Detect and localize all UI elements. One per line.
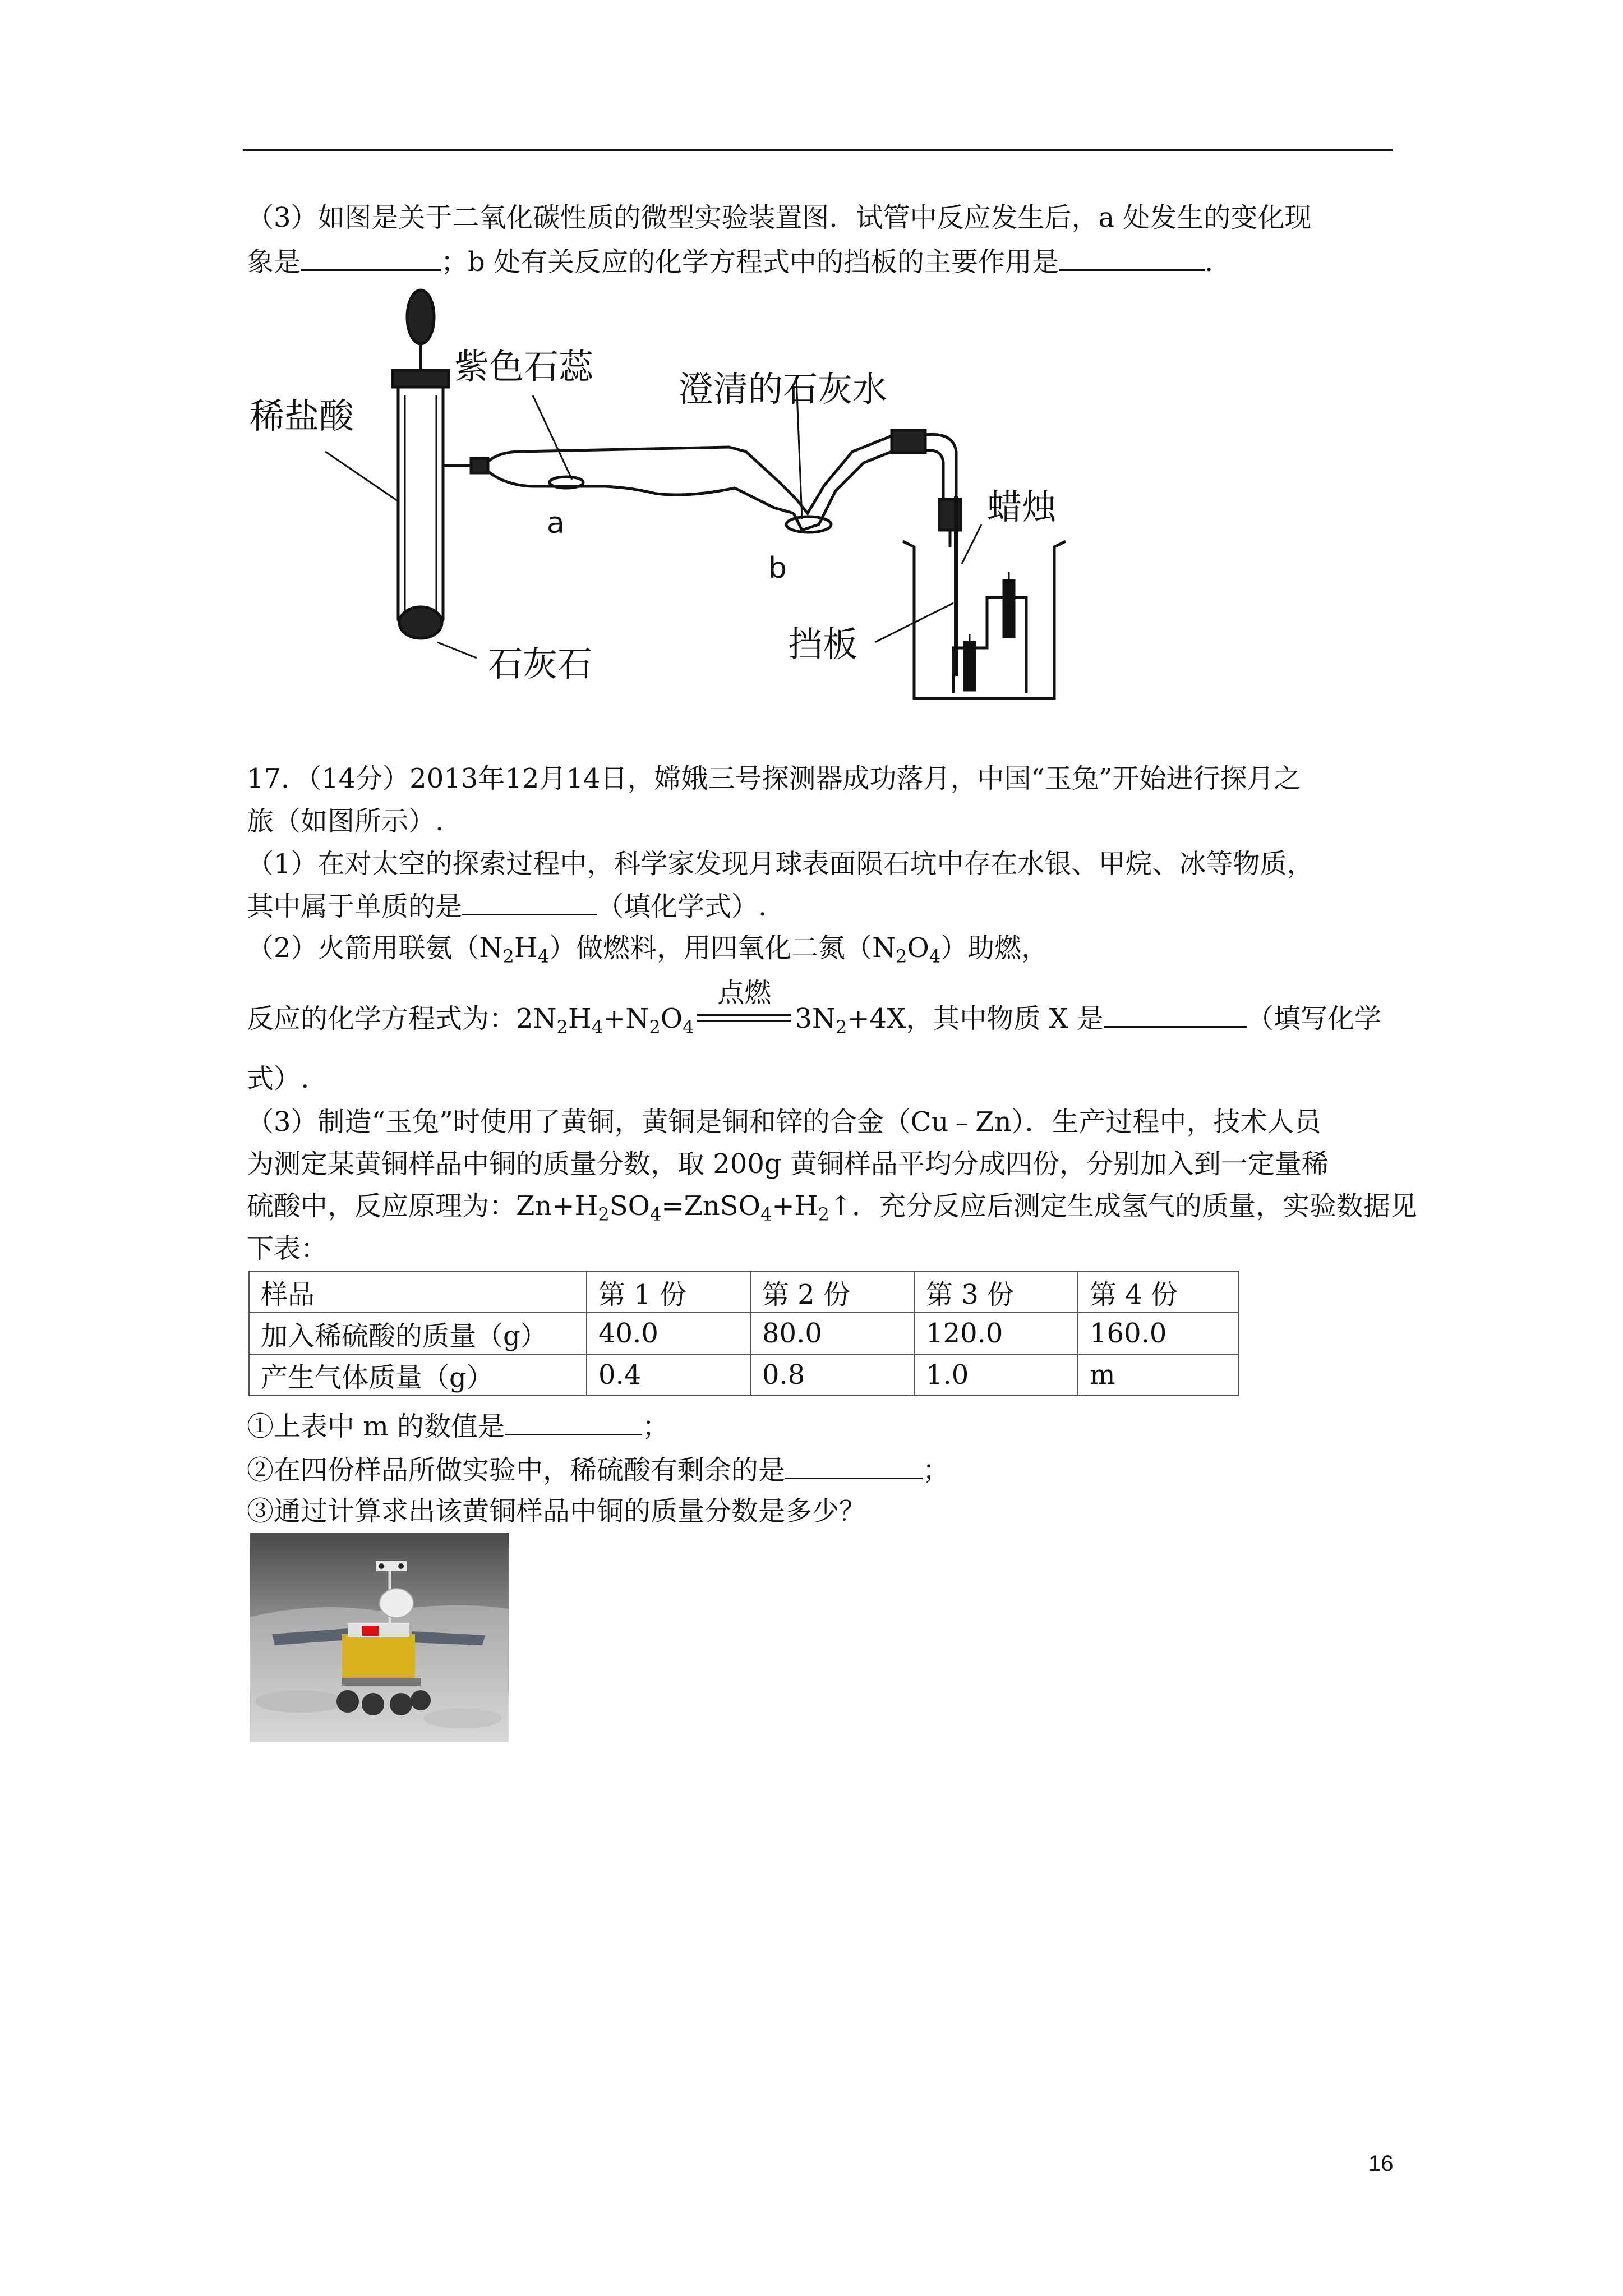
label-candle: 蜡烛 [987, 486, 1057, 527]
table-cell: 产生气体质量（g） [249, 1354, 587, 1396]
label-clear-limewater: 澄清的石灰水 [679, 369, 888, 409]
table-cell: 样品 [249, 1271, 587, 1313]
text: （填写化学 [1246, 1003, 1381, 1034]
q17-intro-line1: 17．（14分）2013年12月14日，嫦娥三号探测器成功落月，中国“玉兔”开始进行探月之 [247, 763, 1301, 794]
text: SO [609, 1190, 650, 1222]
text: =ZnSO [661, 1190, 761, 1222]
label-baffle: 挡板 [788, 624, 858, 665]
subscript: 2 [818, 1204, 829, 1225]
q17-p2-line2 [247, 977, 1381, 1038]
experiment-data-table [248, 1271, 1239, 1396]
table-cell: 第 2 份 [750, 1271, 914, 1313]
table-row [249, 1271, 1239, 1313]
q17-p2-line1 [247, 931, 1048, 965]
answer-blank [505, 1409, 642, 1435]
text: ②在四份样品所做实验中，稀硫酸有剩余的是 [247, 1455, 786, 1486]
q17-p3-line2: 为测定某黄铜样品中铜的质量分数，取 200g 黄铜样品平均分成四份，分别加入到一定量稀 [247, 1148, 1329, 1180]
text: ； [923, 1455, 950, 1486]
text: ；b 处有关反应的化学方程式中的挡板的主要作用是 [441, 246, 1059, 278]
table-cell: m [1078, 1354, 1239, 1396]
text: H [514, 932, 538, 964]
table-cell: 0.8 [750, 1354, 914, 1396]
table-cell: 第 1 份 [587, 1271, 750, 1313]
condition-label: 点燃 [717, 977, 772, 1009]
label-dilute-hcl: 稀盐酸 [250, 395, 354, 436]
q17-sub2 [247, 1453, 949, 1487]
q17-p1-line2 [247, 889, 767, 923]
subscript: 2 [835, 1016, 847, 1038]
text: ）助燃， [940, 932, 1049, 964]
text: O [660, 1003, 683, 1034]
table-cell: 40.0 [587, 1313, 750, 1354]
answer-blank [462, 889, 597, 915]
label-purple-litmus: 紫色石蕊 [454, 346, 594, 387]
label-b: b [768, 551, 787, 585]
tube-stopper [393, 370, 449, 387]
table-cell: 第 3 份 [914, 1271, 1078, 1313]
subscript: 4 [760, 1204, 772, 1225]
text: H [568, 1003, 592, 1034]
subscript: 2 [649, 1016, 661, 1038]
table-cell: 加入稀硫酸的质量（g） [249, 1313, 587, 1354]
q16-part3-line1: （3）如图是关于二氧化碳性质的微型实验装置图．试管中反应发生后，a 处发生的变化现 [247, 202, 1312, 233]
answer-blank [301, 245, 441, 271]
co2-apparatus-figure [241, 283, 1127, 715]
limestone [399, 607, 442, 638]
q17-p3-line1: （3）制造“玉兔”时使用了黄铜，黄铜是铜和锌的合金（Cu﹣Zn）．生产过程中，技术人员 [247, 1106, 1321, 1138]
q17-p2-line3: 式）. [247, 1063, 310, 1094]
page-number: 16 [1368, 2151, 1394, 2176]
text: . [1205, 246, 1214, 278]
reaction-condition-arrow [694, 977, 795, 1036]
text: ）做燃料，用四氧化二氮（N [549, 932, 896, 964]
text: ①上表中 m 的数值是 [247, 1411, 505, 1442]
text: 象是 [247, 246, 301, 278]
text: 其中属于单质的是 [247, 891, 463, 922]
answer-blank [1059, 245, 1205, 271]
q16-part3-line2 [247, 245, 1213, 279]
beaker [903, 541, 1066, 698]
q17-p3-line3 [247, 1189, 1417, 1223]
subscript: 4 [683, 1016, 694, 1038]
table-row [249, 1354, 1239, 1396]
text: 硫酸中，反应原理为：Zn+H [247, 1190, 598, 1222]
q17-p3-line4: 下表： [247, 1233, 328, 1264]
text: O [907, 932, 929, 964]
text: （填化学式）. [597, 891, 767, 922]
q17-intro-line2: 旅（如图所示）. [247, 806, 444, 837]
yutu-rover-photo [250, 1533, 509, 1742]
table-cell: 120.0 [914, 1313, 1078, 1354]
table-row [249, 1313, 1239, 1354]
table-cell: 1.0 [914, 1354, 1078, 1396]
table-cell: 0.4 [587, 1354, 750, 1396]
limewater-drop [786, 517, 831, 532]
q17-p1-line1: （1）在对太空的探索过程中，科学家发现月球表面陨石坑中存在水银、甲烷、冰等物质， [247, 848, 1314, 880]
answer-blank [785, 1453, 923, 1479]
subscript: 2 [598, 1204, 610, 1225]
label-limestone: 石灰石 [488, 643, 593, 684]
table-cell: 第 4 份 [1078, 1271, 1239, 1313]
text: ↑．充分反应后测定生成氢气的质量，实验数据见 [829, 1190, 1418, 1222]
subscript: 4 [591, 1016, 603, 1038]
table-cell: 80.0 [750, 1313, 914, 1354]
subscript: 2 [556, 1016, 568, 1038]
subscript: 2 [896, 946, 907, 967]
q17-sub3: ③通过计算求出该黄铜样品中铜的质量分数是多少？ [247, 1496, 866, 1527]
text: +N [603, 1003, 649, 1034]
q17-sub1 [247, 1409, 669, 1443]
text: 3N [795, 1003, 836, 1034]
subscript: 4 [649, 1204, 662, 1225]
text: +H [772, 1190, 818, 1222]
table-cell: 160.0 [1078, 1313, 1239, 1354]
text: ； [642, 1411, 670, 1442]
stopper-top [407, 290, 434, 344]
text: +4X，其中物质 X 是 [847, 1003, 1104, 1034]
header-rule [243, 149, 1393, 151]
answer-blank [1104, 1001, 1247, 1028]
text: 反应的化学方程式为：2N [247, 1003, 557, 1034]
text: （2）火箭用联氨（N [247, 932, 503, 964]
label-a: a [547, 507, 565, 540]
subscript: 4 [929, 946, 941, 967]
subscript: 2 [502, 946, 514, 967]
subscript: 4 [537, 946, 550, 967]
